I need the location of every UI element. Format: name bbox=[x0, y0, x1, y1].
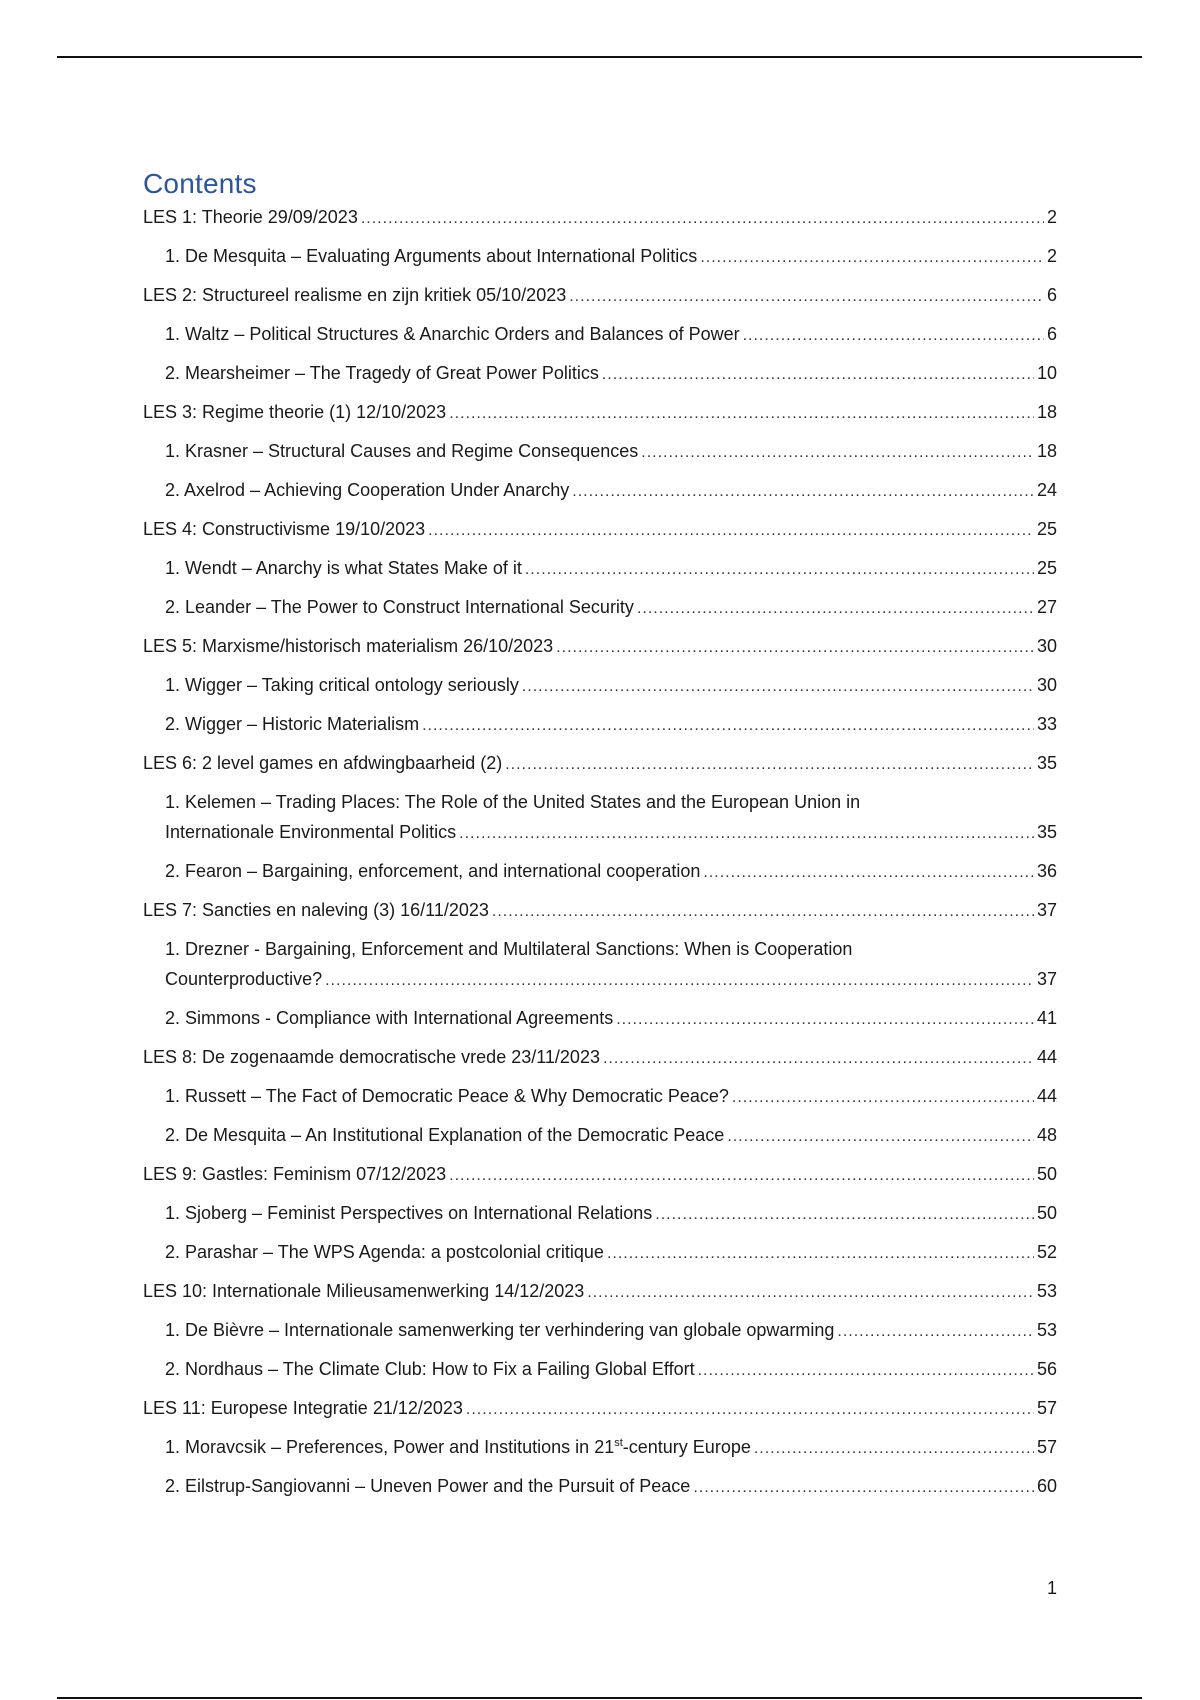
dot-leader bbox=[492, 899, 1034, 921]
toc-page-number: 18 bbox=[1036, 441, 1057, 461]
toc-entry-text: LES 9: Gastles: Feminism 07/12/2023 bbox=[143, 1164, 447, 1184]
toc-entry-text: 2. Eilstrup-Sangiovanni – Uneven Power and the Pursuit of Peace bbox=[165, 1476, 691, 1496]
dot-leader bbox=[641, 440, 1034, 462]
toc-subentry[interactable] bbox=[143, 1202, 1057, 1224]
toc-page-number: 44 bbox=[1036, 1086, 1057, 1106]
toc-entry[interactable] bbox=[143, 518, 1057, 540]
toc-subentry[interactable] bbox=[143, 860, 1057, 882]
toc-page-number: 44 bbox=[1036, 1047, 1057, 1067]
toc-entry-text-line1: 1. Kelemen – Trading Places: The Role of the United States and the European Union in bbox=[165, 792, 861, 812]
toc-subentry[interactable] bbox=[143, 1319, 1057, 1341]
toc-entry-text: LES 11: Europese Integratie 21/12/2023 bbox=[143, 1398, 463, 1418]
toc-entry-text-line1: 1. Drezner - Bargaining, Enforcement and Multilateral Sanctions: When is Cooperation bbox=[165, 939, 853, 959]
toc-entry-text-line2: Counterproductive? bbox=[165, 969, 323, 989]
toc-subentry[interactable] bbox=[143, 362, 1057, 384]
toc-page-number: 35 bbox=[1036, 822, 1057, 842]
dot-leader bbox=[325, 968, 1034, 990]
toc-subentry[interactable] bbox=[143, 1241, 1057, 1263]
dot-leader bbox=[525, 557, 1034, 579]
toc-entry-text: LES 10: Internationale Milieusamenwerking 14/12/2023 bbox=[143, 1281, 585, 1301]
toc-page-number: 35 bbox=[1036, 753, 1057, 773]
toc-entry-text: LES 7: Sancties en naleving (3) 16/11/2023 bbox=[143, 900, 489, 920]
toc-page-number: 10 bbox=[1036, 363, 1057, 383]
dot-leader bbox=[422, 713, 1034, 735]
toc-page-number: 6 bbox=[1046, 324, 1057, 344]
toc-entry-text: LES 2: Structureel realisme en zijn kritiek 05/10/2023 bbox=[143, 285, 567, 305]
toc-subentry[interactable] bbox=[143, 1475, 1057, 1497]
dot-leader bbox=[602, 362, 1034, 384]
toc-entry-text: 1. De Mesquita – Evaluating Arguments about International Politics bbox=[165, 246, 698, 266]
dot-leader bbox=[837, 1319, 1034, 1341]
toc-entry-text: LES 5: Marxisme/historisch materialism 26/10/2023 bbox=[143, 636, 554, 656]
toc-entry-text: 1. Krasner – Structural Causes and Regime Consequences bbox=[165, 441, 639, 461]
toc-entry-text: 2. De Mesquita – An Institutional Explanation of the Democratic Peace bbox=[165, 1125, 725, 1145]
toc-page-number: 33 bbox=[1036, 714, 1057, 734]
toc-subentry[interactable] bbox=[143, 245, 1057, 267]
toc-entry-text: 1. Waltz – Political Structures & Anarchic Orders and Balances of Power bbox=[165, 324, 740, 344]
dot-leader bbox=[522, 674, 1034, 696]
toc-page-number: 37 bbox=[1036, 969, 1057, 989]
dot-leader bbox=[449, 401, 1034, 423]
toc-page-number: 27 bbox=[1036, 597, 1057, 617]
toc-page-number: 48 bbox=[1036, 1125, 1057, 1145]
dot-leader bbox=[587, 1280, 1034, 1302]
dot-leader bbox=[727, 1124, 1034, 1146]
toc-title: Contents bbox=[143, 168, 257, 199]
toc-page-number: 2 bbox=[1046, 207, 1057, 227]
toc-subentry[interactable] bbox=[143, 557, 1057, 579]
toc-entry[interactable] bbox=[143, 899, 1057, 921]
toc-entry[interactable] bbox=[143, 1046, 1057, 1068]
dot-leader bbox=[655, 1202, 1034, 1224]
dot-leader bbox=[603, 1046, 1034, 1068]
toc-subentry[interactable] bbox=[143, 938, 1057, 990]
toc-subentry[interactable] bbox=[143, 1007, 1057, 1029]
toc-entry[interactable] bbox=[143, 1280, 1057, 1302]
toc-subentry[interactable] bbox=[143, 1085, 1057, 1107]
toc-page-number: 30 bbox=[1036, 636, 1057, 656]
toc-page-number: 25 bbox=[1036, 558, 1057, 578]
page-number: 1 bbox=[1046, 1578, 1057, 1598]
toc-entry-text: 2. Axelrod – Achieving Cooperation Under Anarchy bbox=[165, 480, 570, 500]
toc-page-number: 41 bbox=[1036, 1008, 1057, 1028]
dot-leader bbox=[698, 1358, 1034, 1380]
toc-entry[interactable] bbox=[143, 206, 1057, 228]
dot-leader bbox=[449, 1163, 1034, 1185]
toc-entry-text: 1. Russett – The Fact of Democratic Peace & Why Democratic Peace? bbox=[165, 1086, 729, 1106]
toc-page-number: 50 bbox=[1036, 1203, 1057, 1223]
toc-entry-text-part: 1. Moravcsik – Preferences, Power and Institutions in 21 bbox=[165, 1437, 615, 1457]
toc-entry[interactable] bbox=[143, 752, 1057, 774]
toc-entry-text: 2. Parashar – The WPS Agenda: a postcolonial critique bbox=[165, 1242, 604, 1262]
toc-subentry[interactable] bbox=[143, 713, 1057, 735]
dot-leader bbox=[754, 1436, 1034, 1458]
toc-entry-text: 1. Wigger – Taking critical ontology seriously bbox=[165, 675, 519, 695]
toc-page-number: 18 bbox=[1036, 402, 1057, 422]
toc-entry-text: LES 8: De zogenaamde democratische vrede 23/11/2023 bbox=[143, 1047, 600, 1067]
toc-page-number: 36 bbox=[1036, 861, 1057, 881]
toc-subentry[interactable] bbox=[143, 791, 1057, 843]
toc-subentry[interactable] bbox=[143, 1124, 1057, 1146]
toc-page-number: 50 bbox=[1036, 1164, 1057, 1184]
dot-leader bbox=[428, 518, 1034, 540]
toc-entry-text: 2. Leander – The Power to Construct International Security bbox=[165, 597, 634, 617]
toc-subentry[interactable] bbox=[143, 479, 1057, 501]
toc-subentry[interactable] bbox=[143, 323, 1057, 345]
toc-entry-text: 1. De Bièvre – Internationale samenwerking ter verhindering van globale opwarming bbox=[165, 1320, 835, 1340]
table-of-contents bbox=[143, 206, 1057, 1514]
header-rule bbox=[57, 56, 1142, 58]
toc-entry-text: 2. Nordhaus – The Climate Club: How to Fix a Failing Global Effort bbox=[165, 1359, 695, 1379]
toc-page-number: 25 bbox=[1036, 519, 1057, 539]
toc-entry[interactable] bbox=[143, 635, 1057, 657]
toc-page-number: 30 bbox=[1036, 675, 1057, 695]
toc-entry[interactable] bbox=[143, 401, 1057, 423]
toc-subentry[interactable] bbox=[143, 1436, 1057, 1458]
toc-page-number: 53 bbox=[1036, 1281, 1057, 1301]
toc-entry-text: 2. Wigger – Historic Materialism bbox=[165, 714, 420, 734]
toc-page-number: 24 bbox=[1036, 480, 1057, 500]
toc-entry-text: 1. Sjoberg – Feminist Perspectives on International Relations bbox=[165, 1203, 653, 1223]
toc-entry-text: 1. Wendt – Anarchy is what States Make of it bbox=[165, 558, 522, 578]
toc-entry-text: 2. Simmons - Compliance with International Agreements bbox=[165, 1008, 614, 1028]
dot-leader bbox=[637, 596, 1034, 618]
toc-entry-text: LES 6: 2 level games en afdwingbaarheid (2) bbox=[143, 753, 503, 773]
dot-leader bbox=[607, 1241, 1034, 1263]
toc-page-number: 53 bbox=[1036, 1320, 1057, 1340]
dot-leader bbox=[732, 1085, 1034, 1107]
dot-leader bbox=[693, 1475, 1034, 1497]
toc-subentry[interactable] bbox=[143, 440, 1057, 462]
dot-leader bbox=[572, 479, 1034, 501]
dot-leader bbox=[505, 752, 1034, 774]
toc-page-number: 57 bbox=[1036, 1437, 1057, 1457]
dot-leader bbox=[459, 821, 1034, 843]
toc-entry-text: LES 3: Regime theorie (1) 12/10/2023 bbox=[143, 402, 447, 422]
dot-leader bbox=[361, 206, 1044, 228]
dot-leader bbox=[616, 1007, 1034, 1029]
toc-subentry[interactable] bbox=[143, 1358, 1057, 1380]
ordinal-superscript: st bbox=[614, 1437, 623, 1449]
dot-leader bbox=[703, 860, 1034, 882]
dot-leader bbox=[569, 284, 1044, 306]
toc-page-number: 52 bbox=[1036, 1242, 1057, 1262]
toc-subentry[interactable] bbox=[143, 674, 1057, 696]
toc-page-number: 56 bbox=[1036, 1359, 1057, 1379]
toc-entry-text: LES 1: Theorie 29/09/2023 bbox=[143, 207, 358, 227]
footer-rule bbox=[57, 1697, 1142, 1699]
dot-leader bbox=[743, 323, 1044, 345]
toc-entry[interactable] bbox=[143, 1163, 1057, 1185]
toc-entry-text: LES 4: Constructivisme 19/10/2023 bbox=[143, 519, 426, 539]
dot-leader bbox=[700, 245, 1044, 267]
toc-page-number: 2 bbox=[1046, 246, 1057, 266]
toc-entry-text: 2. Mearsheimer – The Tragedy of Great Power Politics bbox=[165, 363, 599, 383]
toc-entry[interactable] bbox=[143, 1397, 1057, 1419]
toc-page-number: 37 bbox=[1036, 900, 1057, 920]
dot-leader bbox=[466, 1397, 1034, 1419]
toc-entry-text-part: -century Europe bbox=[622, 1437, 751, 1457]
dot-leader bbox=[556, 635, 1034, 657]
toc-entry-text: 2. Fearon – Bargaining, enforcement, and international cooperation bbox=[165, 861, 701, 881]
toc-page-number: 60 bbox=[1036, 1476, 1057, 1496]
toc-entry[interactable] bbox=[143, 284, 1057, 306]
toc-page-number: 6 bbox=[1046, 285, 1057, 305]
toc-subentry[interactable] bbox=[143, 596, 1057, 618]
toc-page-number: 57 bbox=[1036, 1398, 1057, 1418]
toc-entry-text-line2: Internationale Environmental Politics bbox=[165, 822, 457, 842]
toc-entry-text bbox=[165, 1436, 751, 1458]
